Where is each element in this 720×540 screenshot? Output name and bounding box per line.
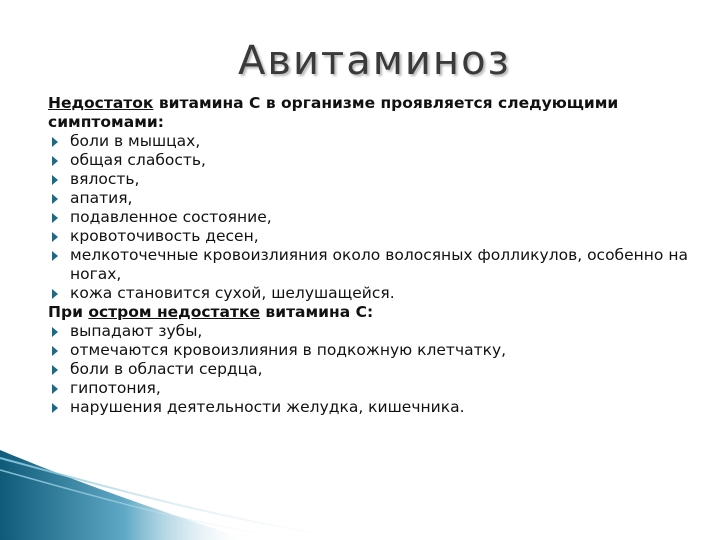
list-item bbox=[48, 151, 688, 170]
triangle-bullet-icon bbox=[52, 175, 58, 185]
list-item bbox=[48, 322, 688, 341]
list-item-text: мелкоточечные кровоизлияния около волосяных фолликулов, особенно на ногах, bbox=[70, 246, 688, 283]
symptoms-list bbox=[48, 132, 688, 303]
list-item bbox=[48, 360, 688, 379]
list-item bbox=[48, 246, 688, 284]
list-item-text: выпадают зубы, bbox=[70, 322, 203, 340]
triangle-bullet-icon bbox=[52, 403, 58, 413]
triangle-bullet-icon bbox=[52, 384, 58, 394]
list-item bbox=[48, 208, 688, 227]
triangle-bullet-icon bbox=[52, 194, 58, 204]
list-item bbox=[48, 398, 688, 417]
list-item bbox=[48, 189, 688, 208]
list-item-text: кожа становится сухой, шелушащейся. bbox=[70, 284, 395, 302]
list-item bbox=[48, 170, 688, 189]
list-item bbox=[48, 284, 688, 303]
list-item-text: вялость, bbox=[70, 170, 140, 188]
list-item bbox=[48, 227, 688, 246]
list-item-text: кровоточивость десен, bbox=[70, 227, 259, 245]
acute-underlined: остром недостатке bbox=[88, 303, 260, 321]
list-item bbox=[48, 132, 688, 151]
slide-content bbox=[48, 94, 688, 417]
list-item-text: боли в области сердца, bbox=[70, 360, 263, 378]
acute-prefix: При bbox=[48, 303, 89, 321]
triangle-bullet-icon bbox=[52, 156, 58, 166]
intro-underlined: Недостаток bbox=[48, 94, 154, 112]
triangle-bullet-icon bbox=[52, 137, 58, 147]
triangle-bullet-icon bbox=[52, 365, 58, 375]
wave-decoration bbox=[0, 450, 720, 540]
acute-rest: витамина С: bbox=[260, 303, 374, 321]
triangle-bullet-icon bbox=[52, 327, 58, 337]
list-item-text: нарушения деятельности желудка, кишечника. bbox=[70, 398, 465, 416]
triangle-bullet-icon bbox=[52, 289, 58, 299]
list-item-text: общая слабость, bbox=[70, 151, 206, 169]
intro-rest: витамина С в организме проявляется следующими симптомами: bbox=[48, 94, 619, 131]
list-item-text: боли в мышцах, bbox=[70, 132, 201, 150]
list-item bbox=[48, 341, 688, 360]
slide-title: Авитаминоз bbox=[238, 38, 511, 84]
triangle-bullet-icon bbox=[52, 346, 58, 356]
triangle-bullet-icon bbox=[52, 232, 58, 242]
list-item-text: гипотония, bbox=[70, 379, 161, 397]
acute-symptoms-list bbox=[48, 322, 688, 417]
triangle-bullet-icon bbox=[52, 213, 58, 223]
symptoms-intro bbox=[48, 94, 688, 132]
triangle-bullet-icon bbox=[52, 251, 58, 261]
acute-intro bbox=[48, 303, 688, 322]
list-item-text: подавленное состояние, bbox=[70, 208, 272, 226]
list-item-text: апатия, bbox=[70, 189, 133, 207]
list-item bbox=[48, 379, 688, 398]
list-item-text: отмечаются кровоизлияния в подкожную клетчатку, bbox=[70, 341, 507, 359]
